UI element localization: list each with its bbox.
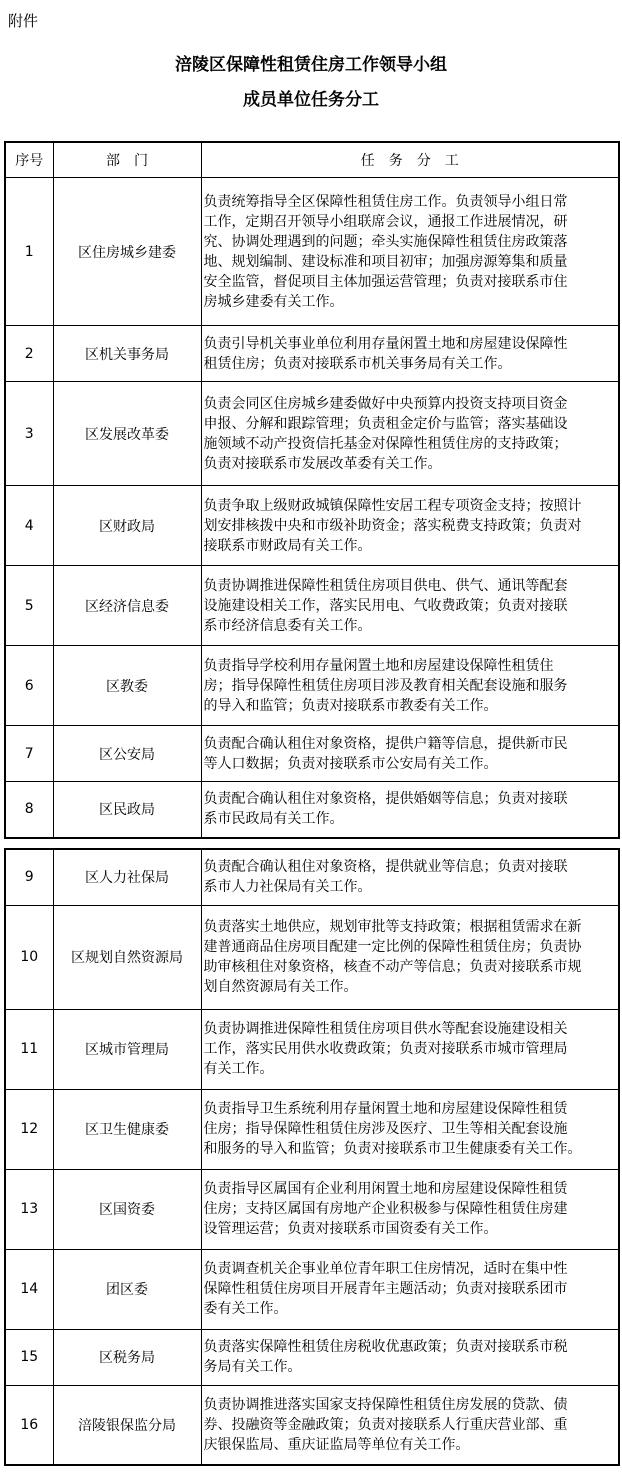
row-number: 9 [5, 849, 53, 905]
department-name: 区住房城乡建委 [53, 178, 201, 326]
department-name: 区经济信息委 [53, 566, 201, 646]
header-task: 任 务 分 工 [201, 142, 619, 178]
task-line: 接联系市财政局有关工作。 [203, 537, 372, 554]
department-name: 区卫生健康委 [53, 1089, 201, 1169]
task-line: 保障性租赁住房项目开展青年主题活动；负责对接联系团市 [203, 1281, 568, 1297]
department-name: 团区委 [53, 1249, 201, 1329]
task-line: 工作，定期召开领导小组联席会议，通报工作进展情况，研 [203, 213, 568, 230]
header-dept: 部 门 [53, 142, 201, 178]
task-description [201, 1169, 619, 1249]
table-row [5, 178, 619, 326]
department-name: 区民政局 [53, 782, 201, 838]
task-line: 负责指导区属国有企业利用闲置土地和房屋建设保障性租赁 [203, 1181, 568, 1197]
task-line: 和服务的导入和监管；负责对接联系市卫生健康委有关工作。 [203, 1141, 582, 1157]
task-line: 负责指导卫生系统利用存量闲置土地和房屋建设保障性租赁 [203, 1101, 568, 1117]
task-line: 房；指导保障性租赁住房项目涉及教育相关配套设施和服务 [203, 677, 568, 694]
table-row [5, 646, 619, 726]
department-name: 区国资委 [53, 1169, 201, 1249]
department-name: 区税务局 [53, 1329, 201, 1385]
row-number: 12 [5, 1089, 53, 1169]
department-name: 区公安局 [53, 726, 201, 782]
task-line: 等人口数据；负责对接联系市公安局有关工作。 [203, 755, 498, 772]
table-row [5, 1329, 619, 1385]
table-row [5, 566, 619, 646]
row-number: 3 [5, 382, 53, 486]
task-line: 究、协调处理遇到的问题；牵头实施保障性租赁住房政策落 [203, 233, 568, 250]
task-line: 的导入和监管；负责对接联系市教委有关工作。 [203, 697, 498, 714]
task-line: 住房；指导保障性租赁住房涉及医疗、卫生等相关配套设施 [203, 1121, 568, 1137]
task-line: 助审核租住对象资格，核查不动产等信息；负责对接联系市规 [203, 959, 582, 975]
task-line: 有关工作。 [203, 1061, 274, 1077]
task-line: 系市人力社保局有关工作。 [203, 879, 372, 896]
row-number: 7 [5, 726, 53, 782]
table-row [5, 326, 619, 382]
task-line: 负责引导机关事业单位利用存量闲置土地和房屋建设保障性 [203, 335, 568, 352]
department-name: 区发展改革委 [53, 382, 201, 486]
task-line: 负责落实土地供应，规划审批等支持政策；根据租赁需求在新 [203, 919, 582, 935]
task-line: 设管理运营；负责对接联系市国资委有关工作。 [203, 1221, 498, 1237]
row-number: 10 [5, 905, 53, 1009]
row-number: 8 [5, 782, 53, 838]
task-line: 系市民政局有关工作。 [203, 811, 344, 828]
task-line: 租赁住房；负责对接联系市机关事务局有关工作。 [203, 355, 512, 372]
task-line: 施领域不动产投资信托基金对保障性租赁住房的支持政策； [203, 435, 568, 452]
task-line: 负责会同区住房城乡建委做好中央预算内投资支持项目资金 [203, 395, 568, 412]
table-row [5, 849, 619, 905]
row-number: 11 [5, 1009, 53, 1089]
department-name: 涪陵银保监分局 [53, 1385, 201, 1465]
task-line: 务局有关工作。 [203, 1359, 302, 1375]
department-name: 区教委 [53, 646, 201, 726]
task-line: 设施建设相关工作，落实民用电、气收费政策；负责对接联 [203, 597, 568, 614]
task-line: 住房；支持区属国有房地产企业积极参与保障性租赁住房建 [203, 1201, 568, 1217]
task-line: 负责争取上级财政城镇保障性安居工程专项资金支持；按照计 [203, 497, 582, 514]
task-description [201, 1009, 619, 1089]
table-row [5, 782, 619, 838]
task-description [201, 646, 619, 726]
task-description [201, 849, 619, 905]
task-line: 申报、分解和跟踪管理；负责租金定价与监管；落实基础设 [203, 415, 568, 432]
department-name: 区机关事务局 [53, 326, 201, 382]
task-description [201, 905, 619, 1009]
table-header-row [5, 142, 619, 178]
document-title: 涪陵区保障性租赁住房工作领导小组 [175, 55, 447, 75]
task-description [201, 782, 619, 838]
row-number: 14 [5, 1249, 53, 1329]
table-row [5, 1089, 619, 1169]
task-line: 房城乡建委有关工作。 [203, 293, 344, 310]
department-name: 区规划自然资源局 [53, 905, 201, 1009]
row-number: 15 [5, 1329, 53, 1385]
document-subtitle: 成员单位任务分工 [243, 90, 379, 110]
table-row [5, 1009, 619, 1089]
task-description [201, 1329, 619, 1385]
department-name: 区财政局 [53, 486, 201, 566]
task-line: 划安排核拨中央和市级补助资金；落实税费支持政策；负责对 [203, 517, 582, 534]
table-row [5, 382, 619, 486]
row-number: 13 [5, 1169, 53, 1249]
task-description [201, 326, 619, 382]
task-table-page-1 [4, 141, 620, 839]
table-row [5, 1385, 619, 1465]
task-line: 负责落实保障性租赁住房税收优惠政策；负责对接联系市税 [203, 1339, 568, 1355]
annex-label: 附件 [8, 12, 39, 30]
task-line: 负责协调推进保障性租赁住房项目供水等配套设施建设相关 [203, 1021, 568, 1037]
task-line: 负责配合确认租住对象资格，提供婚姻等信息；负责对接联 [203, 791, 568, 808]
table-row [5, 726, 619, 782]
task-description [201, 1089, 619, 1169]
task-description [201, 1249, 619, 1329]
table-row [5, 1169, 619, 1249]
task-line: 委有关工作。 [203, 1301, 288, 1317]
task-description [201, 1385, 619, 1465]
row-number: 6 [5, 646, 53, 726]
task-description [201, 382, 619, 486]
row-number: 4 [5, 486, 53, 566]
task-description [201, 566, 619, 646]
task-line: 负责指导学校利用存量闲置土地和房屋建设保障性租赁住 [203, 657, 554, 674]
task-description [201, 726, 619, 782]
row-number: 16 [5, 1385, 53, 1465]
table-row [5, 1249, 619, 1329]
task-line: 建普通商品住房项目配建一定比例的保障性租赁住房；负责协 [203, 939, 582, 955]
department-name: 区人力社保局 [53, 849, 201, 905]
row-number: 5 [5, 566, 53, 646]
task-line: 负责调查机关企事业单位青年职工住房情况，适时在集中性 [203, 1261, 568, 1277]
task-description [201, 486, 619, 566]
task-line: 划自然资源局有关工作。 [203, 979, 358, 995]
task-line: 系市经济信息委有关工作。 [203, 617, 372, 634]
department-name: 区城市管理局 [53, 1009, 201, 1089]
task-line: 工作，落实民用供水收费政策；负责对接联系市城市管理局 [203, 1041, 568, 1057]
task-line: 负责统筹指导全区保障性租赁住房工作。负责领导小组日常 [203, 193, 568, 210]
task-line: 负责对接联系市发展改革委有关工作。 [203, 455, 442, 472]
table-row [5, 905, 619, 1009]
task-line: 地、规划编制、建设标准和项目初审；加强房源筹集和质量 [203, 253, 568, 270]
task-line: 负责协调推进保障性租赁住房项目供电、供气、通讯等配套 [203, 577, 568, 594]
row-number: 1 [5, 178, 53, 326]
task-table-page-2 [4, 848, 620, 1466]
task-line: 庆银保监局、重庆证监局等单位有关工作。 [203, 1436, 470, 1453]
header-no: 序号 [5, 142, 53, 178]
task-line: 券、投融资等金融政策；负责对接联系人行重庆营业部、重 [203, 1416, 568, 1433]
task-line: 负责协调推进落实国家支持保障性租赁住房发展的贷款、债 [203, 1396, 568, 1413]
task-line: 负责配合确认租住对象资格，提供就业等信息；负责对接联 [203, 859, 568, 876]
task-line: 安全监管，督促项目主体加强运营管理；负责对接联系市住 [203, 273, 568, 290]
task-description [201, 178, 619, 326]
task-line: 负责配合确认租住对象资格，提供户籍等信息，提供新市民 [203, 735, 568, 752]
table-row [5, 486, 619, 566]
row-number: 2 [5, 326, 53, 382]
